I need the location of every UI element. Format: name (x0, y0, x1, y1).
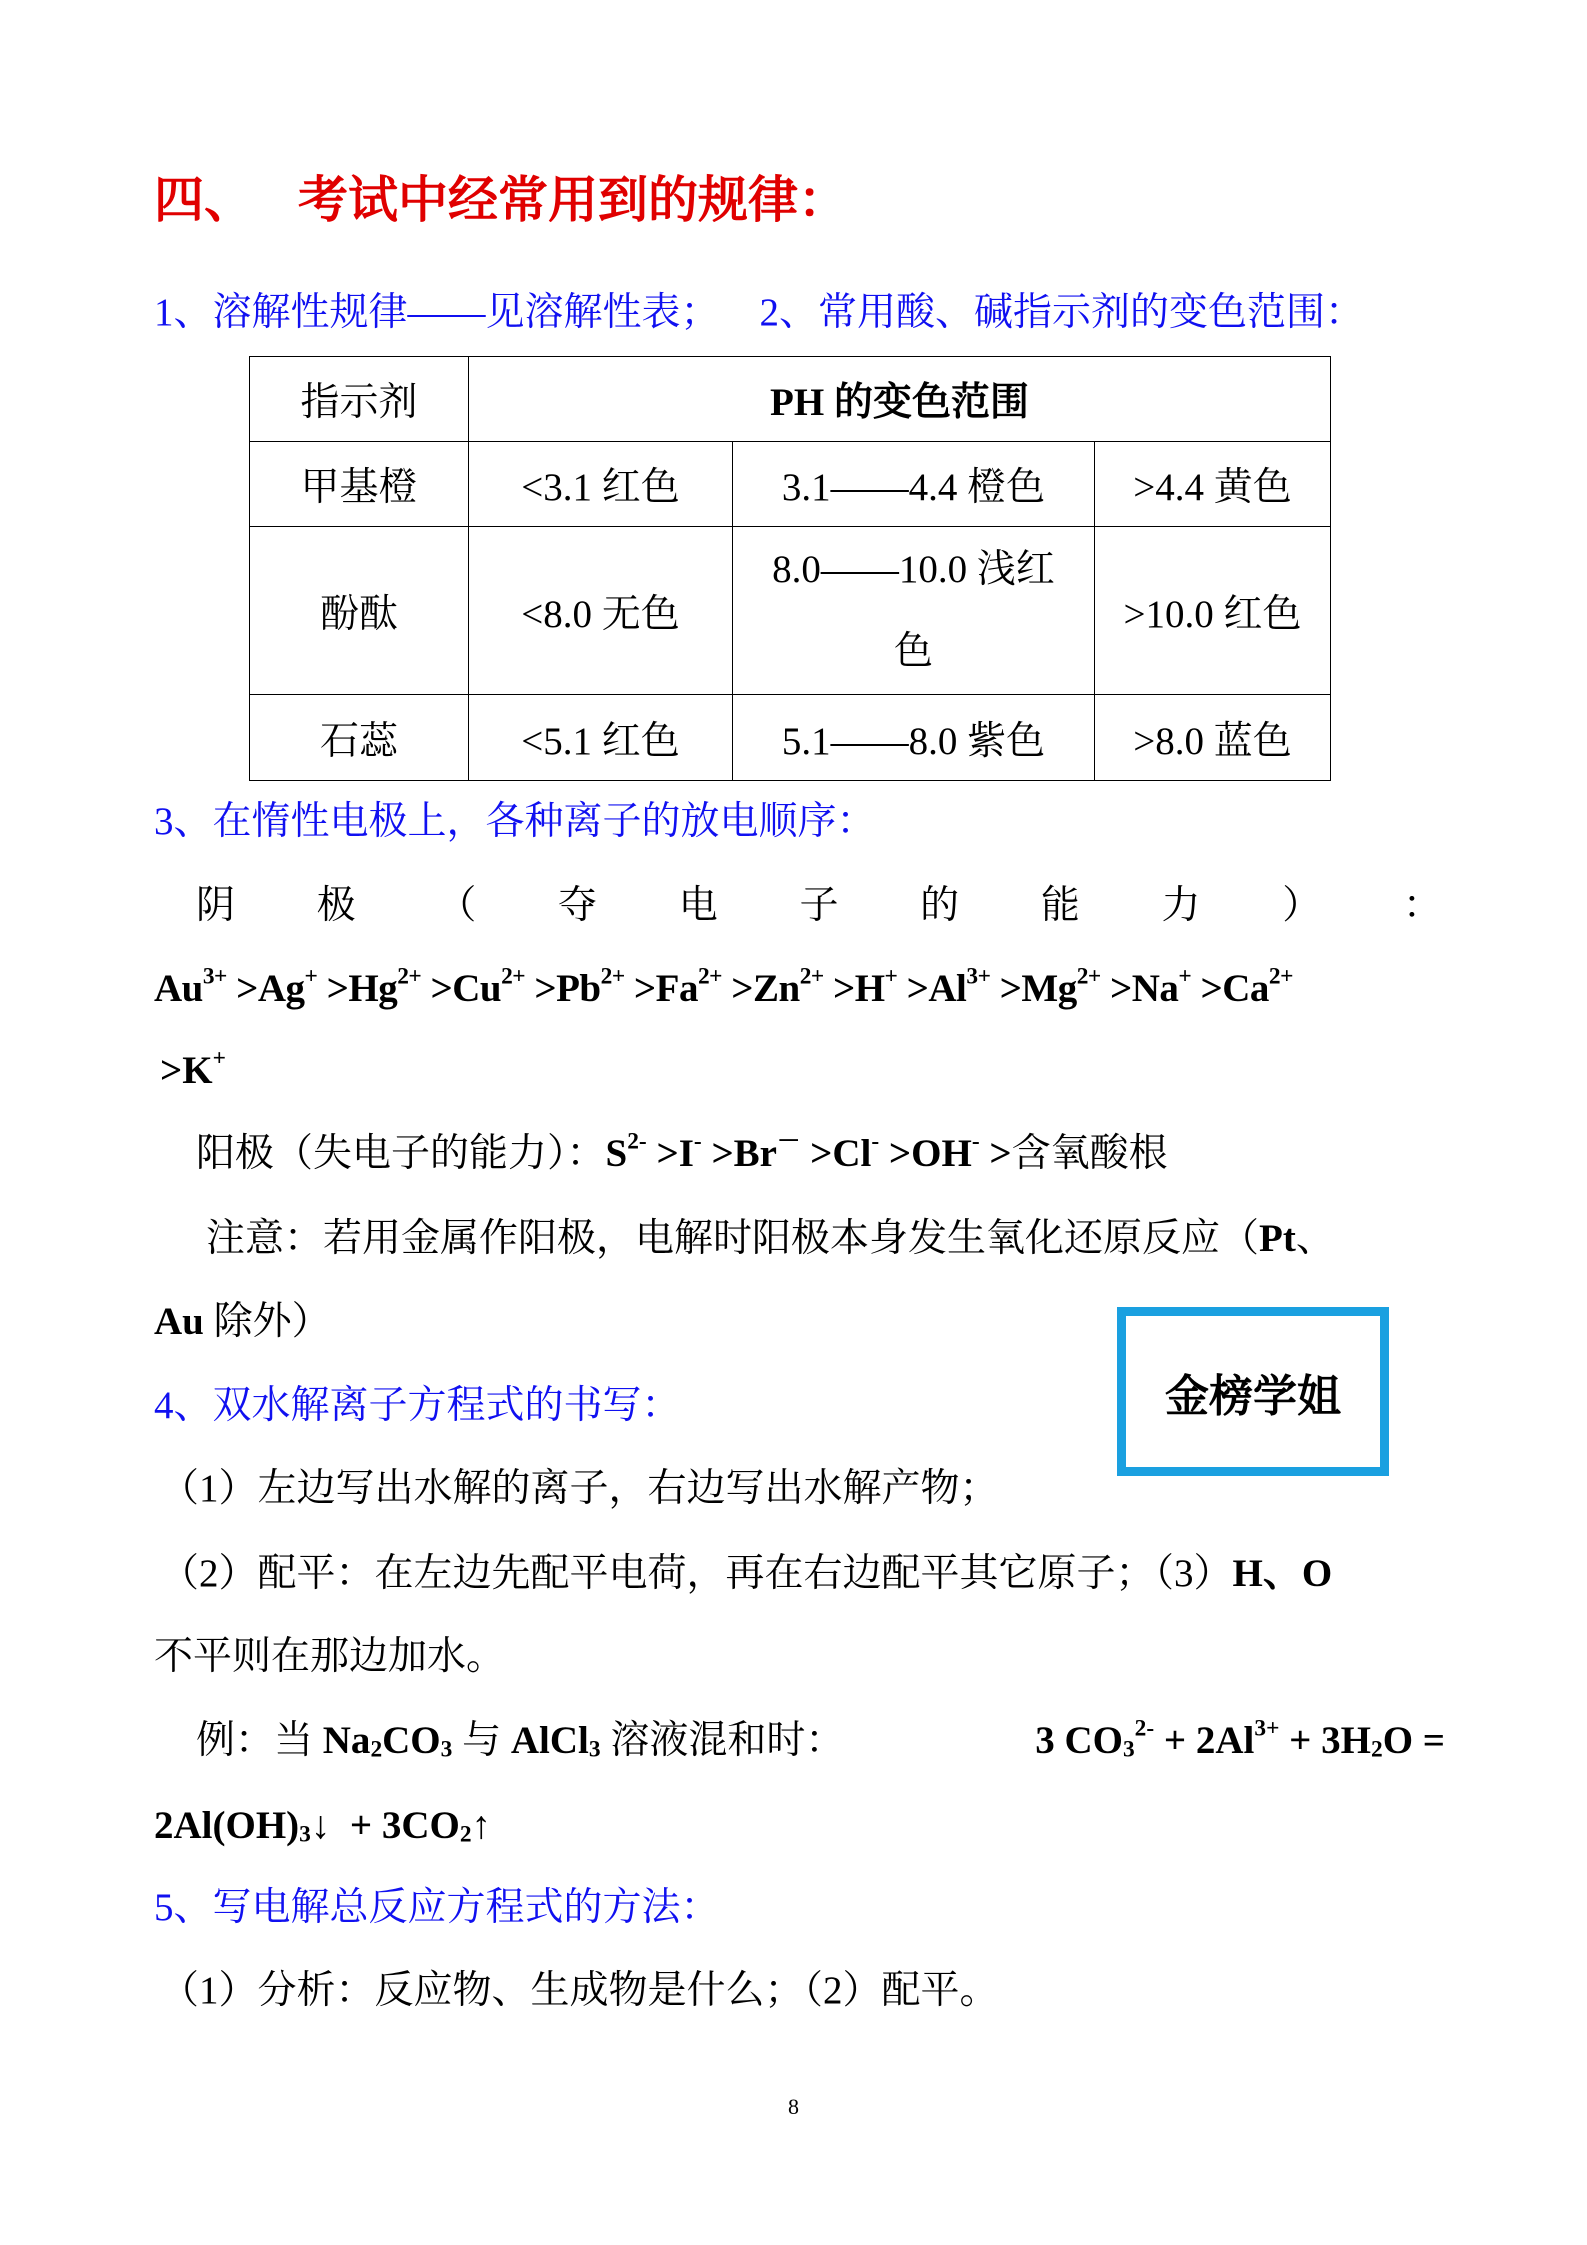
section-title (154, 160, 848, 232)
cathode-label-char: 阴 (196, 884, 236, 927)
anode-label: 阳极（失电子的能力）： (196, 1132, 606, 1175)
example-mid-2: 溶液混和时： (600, 1719, 845, 1762)
note-text-2: 除外） (203, 1300, 331, 1343)
cathode-label-char: 的 (920, 884, 960, 927)
item-1-2-heading (154, 271, 1445, 355)
equation-right: $2Al(OH)_3↓$ + $3CO_2↑$ (154, 1804, 492, 1848)
step-2-text: （2）配平：在左边先配平电荷，再在右边配平其它原子；（3） (160, 1552, 1233, 1595)
logo-watermark (1117, 1307, 1389, 1476)
ion: $S^{2-}$ (605, 1128, 647, 1175)
note-au: Au (154, 1300, 204, 1343)
item-3-heading: 3、在惰性电极上，各种离子的放电顺序： (154, 800, 876, 843)
logo-text: 金榜学姐 (1165, 1370, 1341, 1422)
item-5-heading: 5、写电解总反应方程式的方法： (154, 1886, 720, 1929)
ion: I- (678, 1128, 702, 1175)
table-row (250, 695, 1331, 781)
ion: Cl- (832, 1128, 880, 1175)
ion: Ag+ (257, 963, 318, 1010)
table-row (250, 442, 1331, 527)
ion: $Ca^{2+}$ (1222, 963, 1293, 1010)
ion: Na+ (1131, 963, 1192, 1010)
example-prefix: 例：当 (196, 1719, 323, 1762)
table-cell: 3.1——4.4 橙色 (733, 442, 1095, 527)
note-text: 注意：若用金属作阳极，电解时阳极本身发生氧化还原反应（ (206, 1217, 1260, 1260)
cathode-label-char: 力 (1161, 884, 1201, 927)
anode-tail: 含氧酸根 (1011, 1132, 1168, 1175)
ion: K+ (182, 1045, 226, 1092)
item-4-step-2 (160, 1532, 1445, 1616)
cathode-label-char: 能 (1040, 884, 1080, 927)
cathode-label-char: 子 (799, 884, 839, 927)
ion: $Hg^{2+}$ (348, 963, 422, 1010)
table-cell: <5.1 红色 (469, 695, 733, 781)
cathode-label-char: ： (1402, 884, 1442, 927)
table-cell: >8.0 蓝色 (1095, 695, 1331, 781)
item-2-heading: 2、常用酸、碱指示剂的变色范围： (759, 291, 1365, 334)
cathode-label-char: 电 (678, 884, 718, 927)
ion: Br－ (733, 1128, 801, 1175)
ion: $Al^{3+}$ (928, 963, 991, 1010)
item-1-heading: 1、溶解性规律——见溶解性表； (154, 291, 720, 334)
table-cell: 酚酞 (250, 527, 469, 695)
table-cell: 石蕊 (250, 695, 469, 781)
ion: $Fa^{2+}$ (655, 963, 722, 1010)
item-4-step-1: （1）左边写出水解的离子，右边写出水解产物； (160, 1467, 999, 1510)
item-4-step-2-cont: 不平则在那边加水。 (154, 1635, 506, 1678)
ion: $Cu^{2+}$ (452, 963, 526, 1010)
formula-alcl3: AlCl$_3$ (510, 1719, 601, 1763)
item-4-heading: 4、双水解离子方程式的书写： (154, 1384, 681, 1427)
table-header-cell: PH 的变色范围 (469, 357, 1331, 442)
formula-na2co3: $Na_2CO_3$ (322, 1719, 453, 1763)
equation-left: 3 $CO_3^{2-} + 2Al^{3+} + 3H_2O$ = (1035, 1715, 1445, 1763)
indicator-table (249, 356, 1331, 781)
ion: OH- (911, 1128, 980, 1175)
example-mid: 与 (452, 1719, 511, 1762)
table-cell: 甲基橙 (250, 442, 469, 527)
ion: H+ (854, 963, 898, 1010)
table-cell: 8.0——10.0 浅红色 (733, 527, 1095, 695)
step-2-ho: H、O (1232, 1552, 1333, 1595)
cathode-label (196, 864, 1442, 948)
cathode-ion-order: $Au^{3+} >Ag^+ >Hg^{2+} >Cu^{2+} >Pb^{2+} >Fa^{2+} >Zn^{2+} >H^+ >Al^{3+} >Mg^{2+} >Na^+ >Ca^{2+}$ (154, 963, 1293, 1010)
table-cell: 5.1——8.0 紫色 (733, 695, 1095, 781)
ion: $Au^{3+}$ (154, 963, 227, 1010)
page-number: 8 (788, 2094, 799, 2119)
ion: $Pb^{2+}$ (556, 963, 625, 1010)
cathode-label-char: 极 (316, 884, 356, 927)
cathode-ion-last: >K+ (160, 1045, 226, 1092)
table-header-cell: 指示剂 (250, 357, 469, 442)
table-cell: >10.0 红色 (1095, 527, 1331, 695)
table-header-row (250, 357, 1331, 442)
cathode-label-char: ） (1282, 884, 1322, 927)
table-cell: >4.4 黄色 (1095, 442, 1331, 527)
ion: $Zn^{2+}$ (752, 963, 824, 1010)
cathode-label-char: 夺 (558, 884, 598, 927)
note-line (206, 1197, 1445, 1281)
section-number: 四、 (154, 172, 254, 228)
ion: $Mg^{2+}$ (1021, 963, 1101, 1010)
table-cell: <8.0 无色 (469, 527, 733, 695)
table-cell: <3.1 红色 (469, 442, 733, 527)
note-sep: 、 (1295, 1217, 1335, 1260)
example-line (196, 1699, 1445, 1783)
table-row (250, 527, 1331, 695)
note-pt: Pt (1259, 1217, 1296, 1260)
cathode-label-char: （ (437, 884, 477, 927)
section-title-text: 考试中经常用到的规律： (298, 172, 848, 228)
anode-ion-order: $S^{2-} >I^- >Br^- >Cl^- >OH^-$ > (605, 1128, 1012, 1175)
item-5-step-1: （1）分析：反应物、生成物是什么；（2）配平。 (160, 1969, 999, 2012)
anode-line (196, 1112, 1445, 1196)
